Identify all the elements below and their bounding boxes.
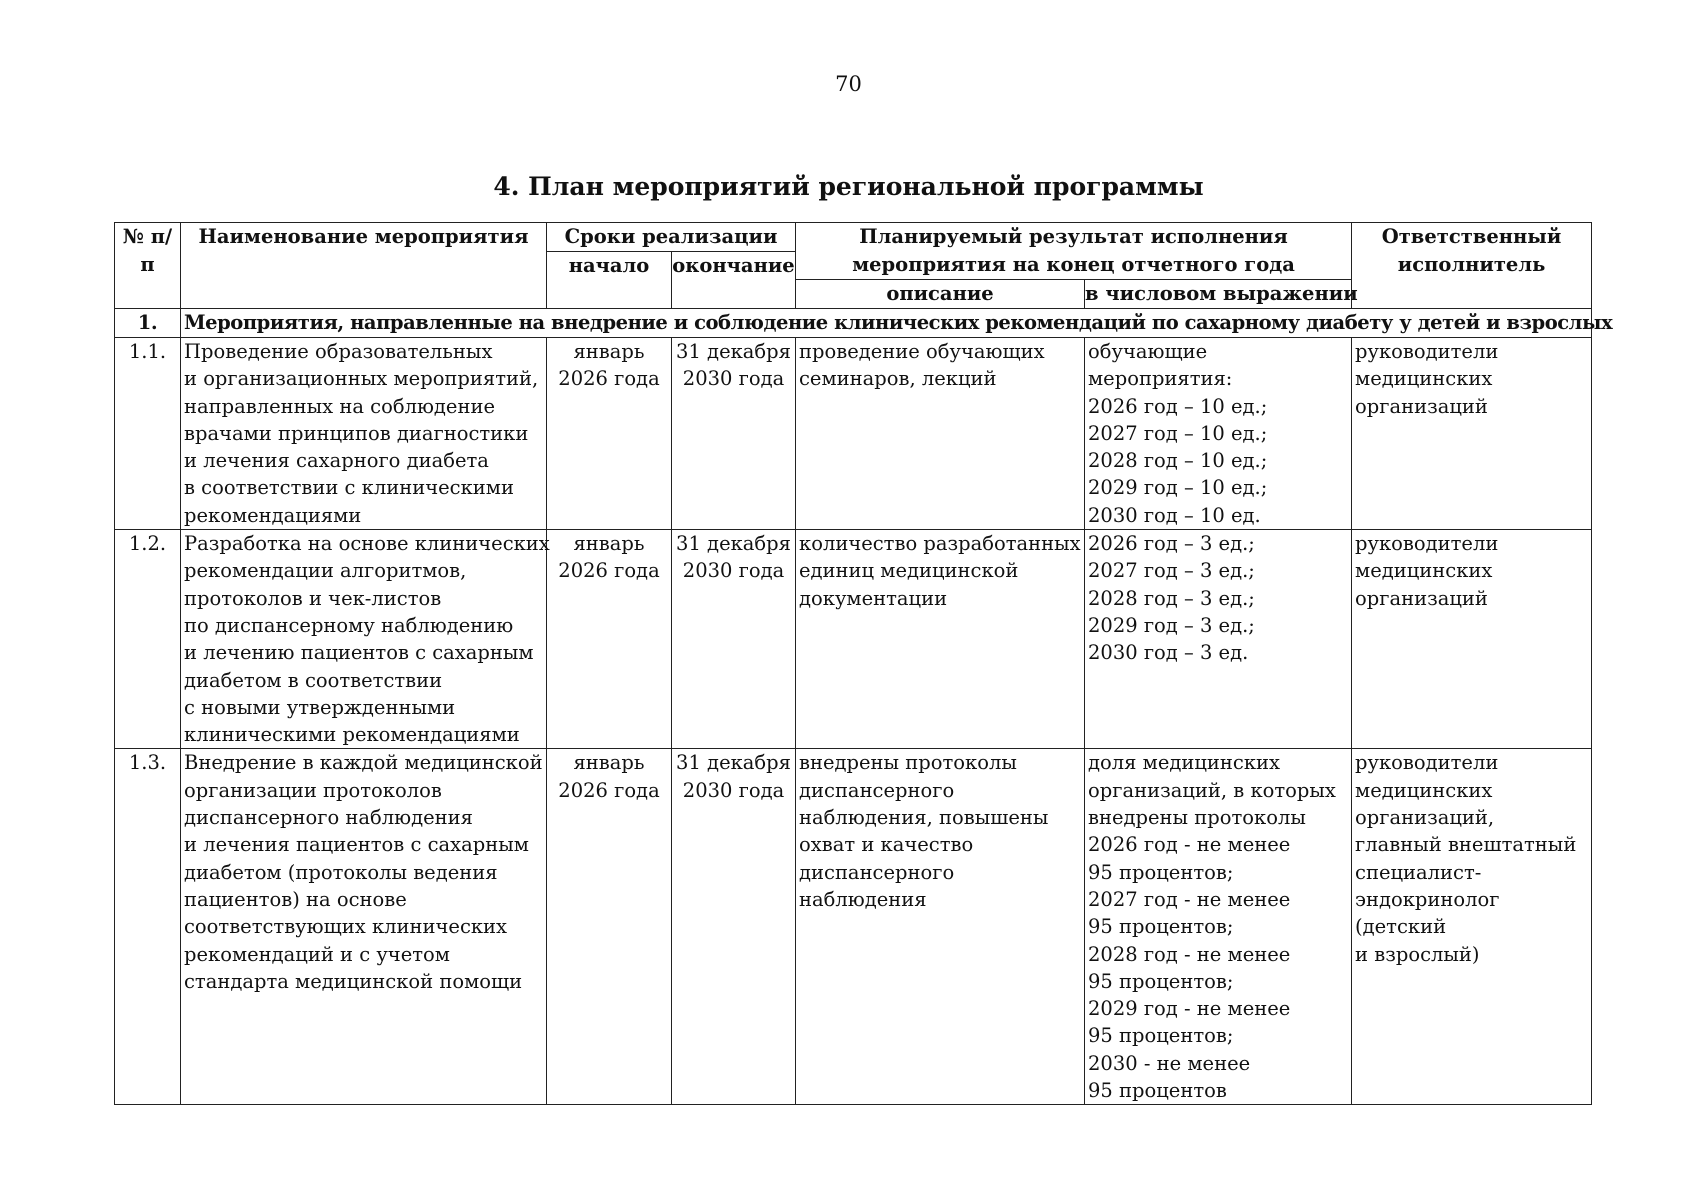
cell-line: количество разработанных (799, 532, 1081, 556)
cell-line: и лечения пациентов с сахарным (184, 833, 529, 857)
header-numeric: в числовом выражении (1085, 280, 1352, 309)
row-responsible (1352, 749, 1592, 1105)
cell-line: медицинских (1355, 367, 1493, 391)
cell-line: протоколов и чек-листов (184, 586, 442, 610)
cell-line: рекомендациями (184, 503, 362, 527)
cell-line: мероприятия: (1088, 367, 1233, 391)
cell-line: единиц медицинской (799, 559, 1019, 583)
page-title: 4. План мероприятий региональной программы (493, 172, 1204, 201)
cell-line: 2027 год – 3 ед.; (1088, 559, 1255, 583)
cell-line: и лечению пациентов с сахарным (184, 641, 534, 665)
cell-line: 95 процентов; (1088, 860, 1234, 884)
cell-line: 2030 год – 3 ед. (1088, 641, 1249, 665)
row-responsible (1352, 530, 1592, 749)
cell-line: 2030 года (682, 778, 785, 802)
cell-line: доля медицинских (1088, 751, 1280, 775)
cell-line: наблюдения, повышены (799, 806, 1049, 830)
table-row (115, 749, 1592, 1105)
cell-line: с новыми утвержденными (184, 695, 456, 719)
cell-line: и организационных мероприятий, (184, 367, 539, 391)
header-responsible: Ответственный исполнитель (1352, 223, 1592, 309)
row-end (672, 338, 796, 530)
header-start: начало (547, 252, 672, 309)
cell-line: организаций, в которых (1088, 778, 1336, 802)
header-description: описание (796, 280, 1085, 309)
cell-line: семинаров, лекций (799, 367, 997, 391)
cell-line: диспансерного (799, 860, 955, 884)
cell-line: 2026 года (558, 778, 660, 802)
plan-table (114, 222, 1613, 1105)
header-terms: Сроки реализации (547, 223, 796, 252)
table-row (115, 338, 1592, 530)
header-end: окончание (672, 252, 796, 309)
cell-line: по диспансерному наблюдению (184, 613, 514, 637)
row-numeric (1085, 530, 1352, 749)
cell-line: 2030 год – 10 ед. (1088, 503, 1261, 527)
cell-line: в соответствии с клиническими (184, 476, 514, 500)
cell-line: диспансерного (799, 778, 955, 802)
row-name (181, 338, 547, 530)
cell-line: рекомендаций и с учетом (184, 942, 450, 966)
row-numeric (1085, 749, 1352, 1105)
cell-line: 2026 года (558, 367, 660, 391)
cell-line: медицинских (1355, 778, 1493, 802)
cell-line: организации протоколов (184, 778, 442, 802)
cell-line: организаций (1355, 394, 1488, 418)
cell-line: руководители (1355, 340, 1499, 363)
cell-line: руководители (1355, 532, 1499, 556)
cell-line: 2029 год – 3 ед.; (1088, 613, 1255, 637)
cell-line: и взрослый) (1355, 942, 1480, 966)
cell-line: январь (573, 532, 645, 556)
cell-line: охват и качество (799, 833, 974, 857)
row-num: 1.3. (115, 749, 181, 1105)
header-num: № п/п (115, 223, 181, 309)
cell-line: 2030 - не менее (1088, 1051, 1251, 1075)
cell-line: 2028 год – 10 ед.; (1088, 449, 1268, 473)
cell-line: 95 процентов; (1088, 915, 1234, 939)
cell-line: диабетом в соответствии (184, 668, 443, 692)
cell-line: врачами принципов диагностики (184, 421, 529, 445)
cell-line: 95 процентов; (1088, 1024, 1234, 1048)
row-start (547, 530, 672, 749)
cell-line: январь (573, 340, 645, 363)
cell-line: 2030 года (682, 559, 785, 583)
cell-line: клиническими рекомендациями (184, 723, 520, 747)
cell-line: проведение обучающих (799, 340, 1045, 363)
row-name (181, 530, 550, 749)
cell-line: 31 декабря (676, 751, 791, 775)
cell-line: внедрены протоколы (1088, 806, 1306, 830)
cell-line: 2026 года (558, 559, 660, 583)
row-start (547, 749, 672, 1105)
section-num: 1. (115, 309, 181, 338)
cell-line: внедрены протоколы (799, 751, 1017, 775)
row-end (672, 530, 796, 749)
row-description (796, 530, 1085, 749)
cell-line: 2027 год – 10 ед.; (1088, 421, 1268, 445)
cell-line: главный внештатный (1355, 833, 1577, 857)
row-description (796, 749, 1085, 1105)
cell-line: обучающие (1088, 340, 1208, 363)
cell-line: специалист- (1355, 860, 1482, 884)
section-title: Мероприятия, направленные на внедрение и соблюдение клинических рекомендаций по сахарному диабету у детей и взрослых (181, 309, 1592, 338)
cell-line: 95 процентов (1088, 1079, 1227, 1103)
cell-line: 2026 год – 3 ед.; (1088, 532, 1255, 556)
header-name: Наименование мероприятия (181, 223, 547, 309)
row-end (672, 749, 796, 1105)
header-result: Планируемый результат исполнения мероприятия на конец отчетного года (796, 223, 1352, 280)
cell-line: 2029 год – 10 ед.; (1088, 476, 1268, 500)
cell-line: 2028 год – 3 ед.; (1088, 586, 1255, 610)
cell-line: документации (799, 586, 948, 610)
cell-line: и лечения сахарного диабета (184, 449, 489, 473)
cell-line: 2026 год – 10 ед.; (1088, 394, 1268, 418)
cell-line: организаций, (1355, 806, 1495, 830)
cell-line: медицинских (1355, 559, 1493, 583)
cell-line: (детский (1355, 915, 1447, 939)
cell-line: руководители (1355, 751, 1499, 775)
cell-line: наблюдения (799, 887, 927, 911)
cell-line: рекомендации алгоритмов, (184, 559, 467, 583)
cell-line: организаций (1355, 586, 1488, 610)
cell-line: 95 процентов; (1088, 969, 1234, 993)
cell-line: 31 декабря (676, 532, 791, 556)
cell-line: эндокринолог (1355, 887, 1500, 911)
row-num: 1.2. (115, 530, 181, 749)
row-name (181, 749, 547, 1105)
cell-line: направленных на соблюдение (184, 394, 496, 418)
cell-line: диспансерного наблюдения (184, 806, 473, 830)
table-row (115, 530, 1592, 749)
cell-line: Проведение образовательных (184, 340, 493, 363)
cell-line: 2028 год - не менее (1088, 942, 1291, 966)
row-numeric (1085, 338, 1352, 530)
cell-line: 2026 год - не менее (1088, 833, 1291, 857)
row-start (547, 338, 672, 530)
page-number: 70 (835, 72, 862, 96)
row-num: 1.1. (115, 338, 181, 530)
cell-line: 2030 года (682, 367, 785, 391)
cell-line: январь (573, 751, 645, 775)
cell-line: соответствующих клинических (184, 915, 508, 939)
cell-line: Разработка на основе клинических (184, 532, 550, 556)
cell-line: диабетом (протоколы ведения (184, 860, 498, 884)
cell-line: Внедрение в каждой медицинской (184, 751, 543, 775)
cell-line: стандарта медицинской помощи (184, 969, 523, 993)
row-responsible (1352, 338, 1592, 530)
cell-line: 31 декабря (676, 340, 791, 363)
cell-line: 2027 год - не менее (1088, 887, 1291, 911)
row-description (796, 338, 1085, 530)
cell-line: пациентов) на основе (184, 887, 407, 911)
cell-line: 2029 год - не менее (1088, 997, 1291, 1021)
